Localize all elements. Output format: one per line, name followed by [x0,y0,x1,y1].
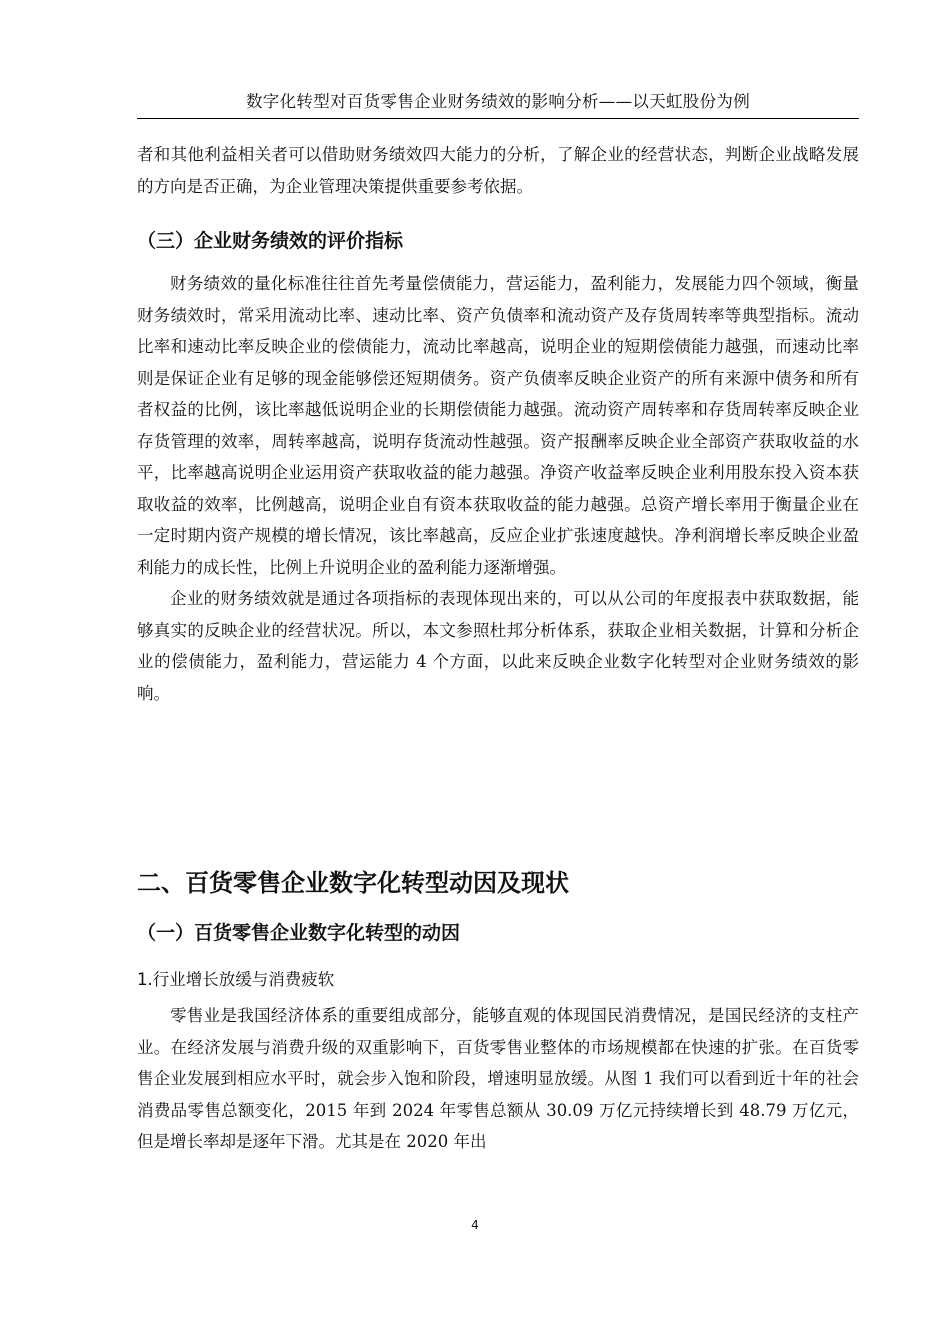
chapter-heading: 二、百货零售企业数字化转型动因及现状 [137,869,569,897]
section-heading: （三）企业财务绩效的评价指标 [137,230,404,252]
page-number: 4 [471,1218,479,1232]
paragraph-continued: 者和其他利益相关者可以借助财务绩效四大能力的分析，了解企业的经营状态，判断企业战略发展的方向是否正确，为企业管理决策提供重要参考依据。 [137,145,859,196]
body-text-block-3 [137,1000,859,1158]
header-divider [137,118,859,119]
paragraph-performance: 企业的财务绩效就是通过各项指标的表现体现出来的，可以从公司的年度报表中获取数据，能够真实的反映企业的经营状况。所以，本文参照杜邦分析体系，获取企业相关数据，计算和分析企业的偿债能力，盈利能力，营运能力 4 个方面，以此来反映企业数字化转型对企业财务绩效的影响。 [137,589,859,703]
body-text-block-1 [137,139,859,202]
paragraph-retail: 零售业是我国经济体系的重要组成部分，能够直观的体现国民消费情况，是国民经济的支柱产业。在经济发展与消费升级的双重影响下，百货零售业整体的市场规模都在快速的扩张。在百货零售企业发展到相应水平时，就会步入饱和阶段，增速明显放缓。从图 1 我们可以看到近十年的社会消费品零售总额变化，2015 年到 2024 年零售总额从 30.09 万亿元持续增长到 48.79 万亿元，但是增长率却是逐年下滑。尤其是在 2020 年出 [137,1006,859,1151]
body-text-block-2 [137,268,859,709]
subsection-heading: 1.行业增长放缓与消费疲软 [137,970,335,989]
section-heading-1: （一）百货零售企业数字化转型的动因 [137,922,461,944]
paragraph-indicators: 财务绩效的量化标准往往首先考量偿债能力，营运能力，盈利能力，发展能力四个领域，衡量财务绩效时，常采用流动比率、速动比率、资产负债率和流动资产及存货周转率等典型指标。流动比率和速动比率反映企业的偿债能力，流动比率越高，说明企业的短期偿债能力越强，而速动比率则是保证企业有足够的现金能够偿还短期债务。资产负债率反映企业资产的所有来源中债务和所有者权益的比例，该比率越低说明企业的长期偿债能力越强。流动资产周转率和存货周转率反映企业存货管理的效率，周转率越高，说明存货流动性越强。资产报酬率反映企业全部资产获取收益的水平，比率越高说明企业运用资产获取收益的能力越强。净资产收益率反映企业利用股东投入资本获取收益的效率，比例越高，说明企业自有资本获取收益的能力越强。总资产增长率用于衡量企业在一定时期内资产规模的增长情况，该比率越高，反应企业扩张速度越快。净利润增长率反映企业盈利能力的成长性，比例上升说明企业的盈利能力逐渐增强。 [137,274,859,577]
running-header: 数字化转型对百货零售企业财务绩效的影响分析——以天虹股份为例 [246,92,750,111]
